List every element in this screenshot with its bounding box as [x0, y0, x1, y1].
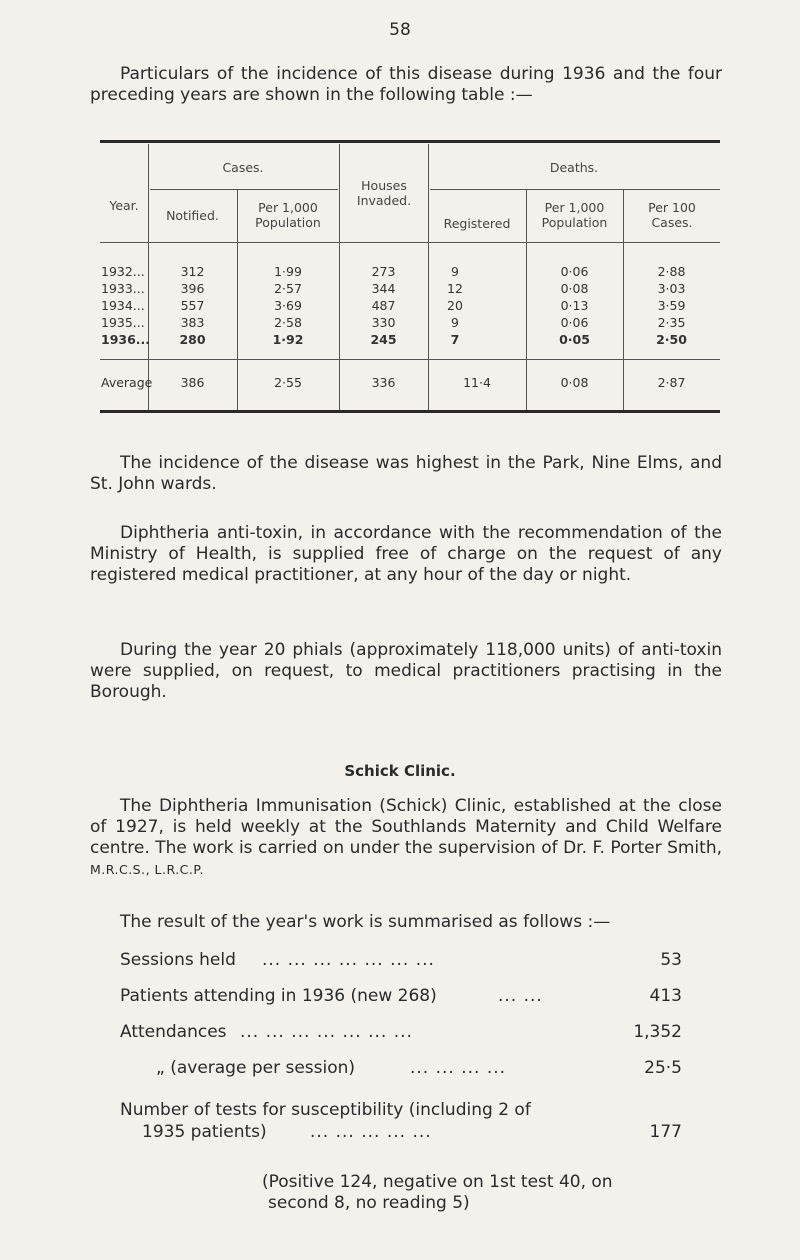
intro-paragraph: Particulars of the incidence of this disease during 1936 and the four preceding years are shown in the following table :— [90, 64, 722, 105]
results-note: (Positive 124, negative on 1st test 40, on second 8, no reading 5) [262, 1172, 613, 1213]
paragraph-incidence: The incidence of the disease was highest in the Park, Nine Elms, and St. John wards. [90, 453, 722, 494]
paragraph-clinic: The Diphtheria Immunisation (Schick) Clinic, established at the close of 1927, is held weekly at the Southlands Maternity and Child Welfare centre. The work is carried on under the supervision of Dr. F. Porter Smith, M.R.C.S., L.R.C.P. [90, 796, 722, 877]
summary-row: Patients attending in 1936 (new 268) ... ... 413 [120, 986, 682, 1006]
header-registered: Registered [443, 216, 511, 231]
header-deaths: Deaths. [549, 160, 599, 175]
header-deaths-per-1000: Per 1,000 Population [541, 200, 608, 230]
summary-row: Attendances ... ... ... ... ... ... ... 1,352 [120, 1022, 682, 1042]
summary-row-tests: Number of tests for susceptibility (including 2 of [120, 1100, 531, 1120]
header-cases-per-1000: Per 1,000 Population [255, 200, 321, 230]
table-top-rule [100, 140, 720, 143]
header-per-100-cases: Per 100 Cases. [648, 200, 696, 230]
header-notified: Notified. [166, 208, 219, 223]
summary-row: „ (average per session) ... ... ... ... 25·5 [156, 1058, 682, 1078]
summary-intro: The result of the year's work is summarised as follows :— [120, 912, 611, 932]
summary-row-tests-cont: 1935 patients) ... ... ... ... ... 177 [142, 1122, 682, 1142]
paragraph-antitoxin: Diphtheria anti-toxin, in accordance with the recommendation of the Ministry of Health, is supplied free of charge on the request of any registered medical practitioner, at any hour of the day or night. [90, 523, 722, 585]
header-houses-invaded: Houses Invaded. [356, 178, 412, 208]
section-heading: Schick Clinic. [344, 762, 456, 780]
header-cases: Cases. [222, 160, 264, 175]
qualifications: M.R.C.S., L.R.C.P. [90, 862, 204, 877]
table-bottom-rule [100, 410, 720, 413]
paragraph-phials: During the year 20 phials (approximately 118,000 units) of anti-toxin were supplied, on request, to medical practitioners practising in the Borough. [90, 640, 722, 702]
header-year: Year. [109, 198, 139, 213]
summary-row: Sessions held ... ... ... ... ... ... ... 53 [120, 950, 682, 970]
page-number: 58 [389, 20, 411, 40]
